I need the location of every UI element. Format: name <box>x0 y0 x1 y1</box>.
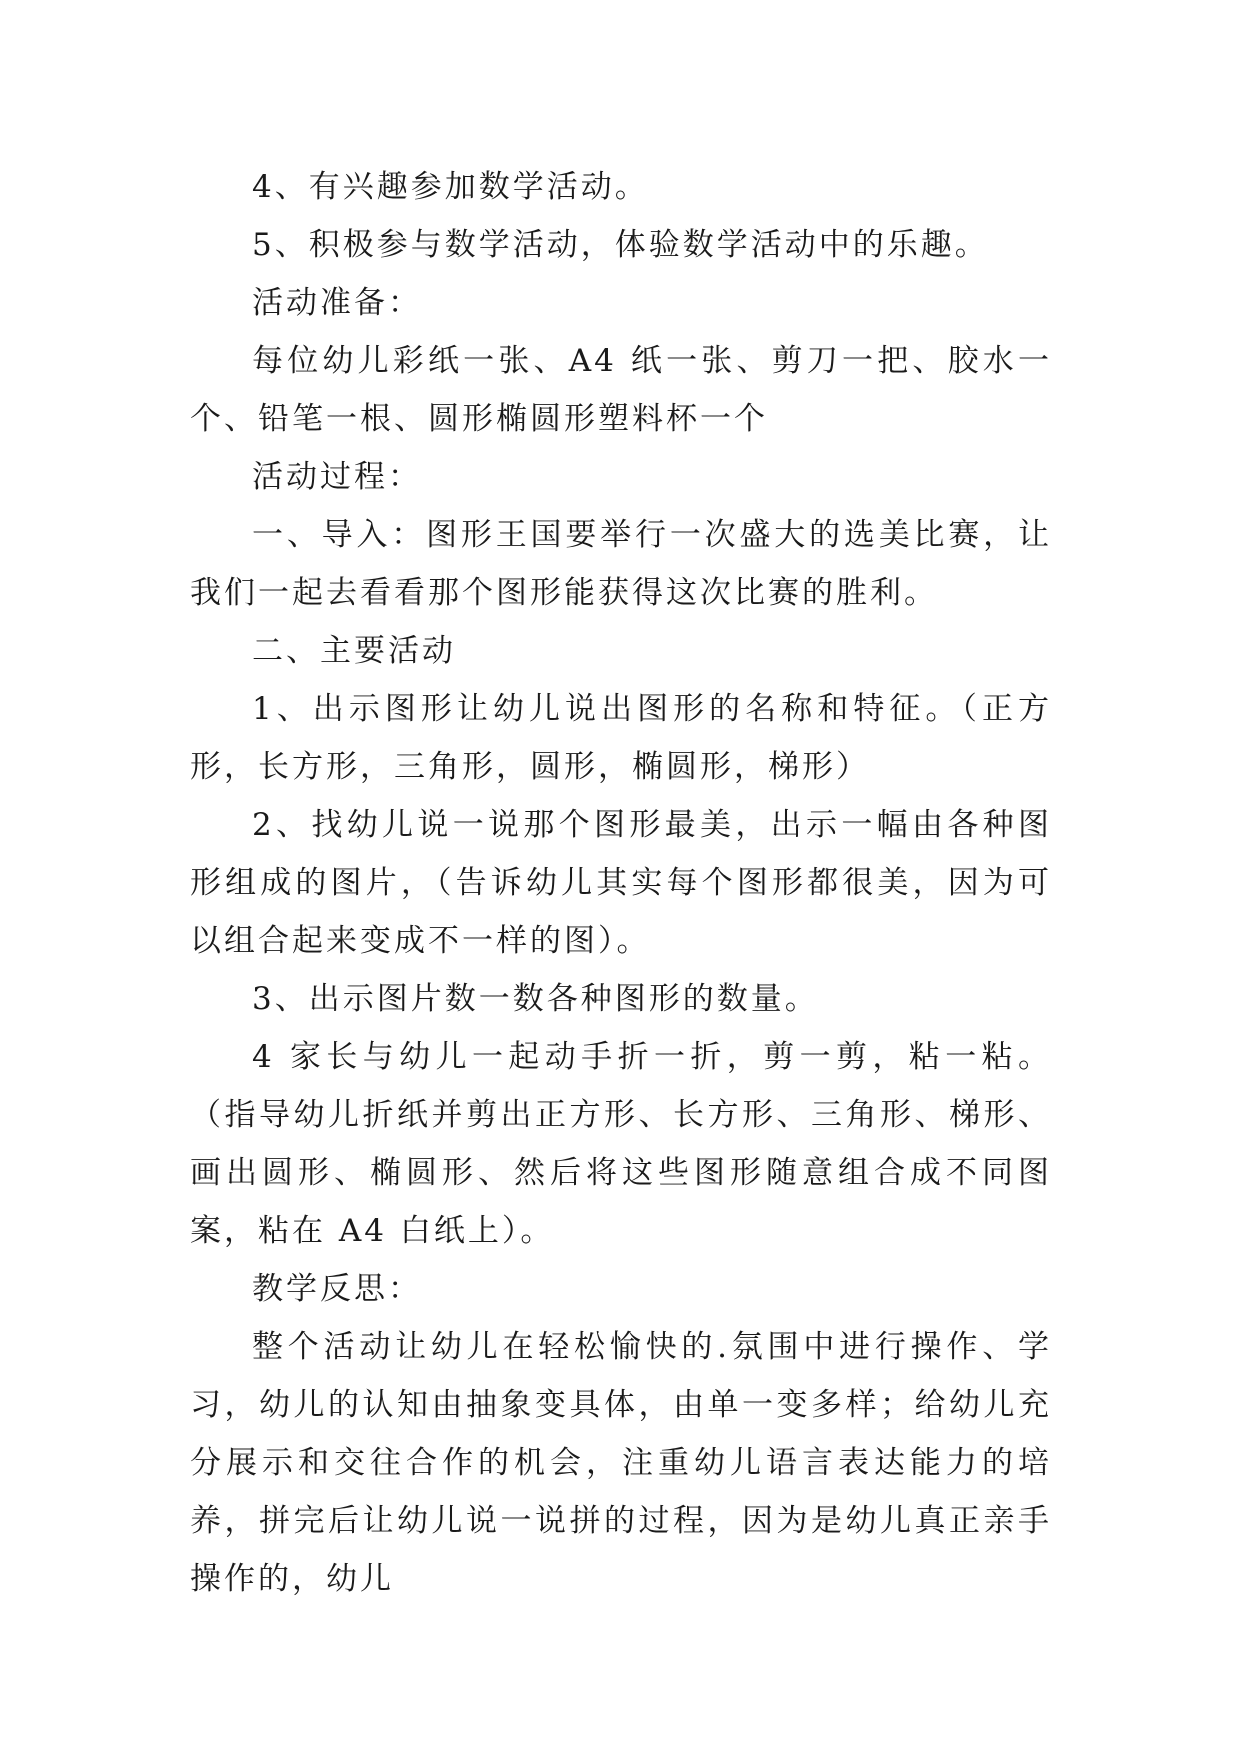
activity-step-4: 4 家长与幼儿一起动手折一折，剪一剪，粘一粘。（指导幼儿折纸并剪出正方形、长方形、三角形、梯形、画出圆形、椭圆形、然后将这些图形随意组合成不同图案，粘在 A4 白纸上）。 <box>190 1039 1052 1249</box>
reflection-text: 整个活动让幼儿在轻松愉快的.氛围中进行操作、学习，幼儿的认知由抽象变具体，由单一变多样；给幼儿充分展示和交往合作的机会，注重幼儿语言表达能力的培养，拼完后让幼儿说一说拼的过程，因为是幼儿真正亲手操作的，幼儿 <box>190 1329 1052 1597</box>
objective-4: 4、有兴趣参加数学活动。 <box>252 169 649 205</box>
step-introduction: 一、导入：图形王国要举行一次盛大的选美比赛，让我们一起去看看那个图形能获得这次比赛的胜利。 <box>190 517 1052 611</box>
preparation-materials: 每位幼儿彩纸一张、A4 纸一张、剪刀一把、胶水一个、铅笔一根、圆形椭圆形塑料杯一个 <box>190 343 1052 437</box>
activity-step-1: 1、出示图形让幼儿说出图形的名称和特征。（正方形，长方形，三角形，圆形，椭圆形，梯形） <box>190 691 1052 785</box>
activity-step-3: 3、出示图片数一数各种图形的数量。 <box>252 981 819 1017</box>
process-heading: 活动过程： <box>252 459 422 495</box>
preparation-heading: 活动准备： <box>252 285 422 321</box>
reflection-heading: 教学反思： <box>252 1271 422 1307</box>
activity-step-2: 2、找幼儿说一说那个图形最美，出示一幅由各种图形组成的图片，（告诉幼儿其实每个图形都很美，因为可以组合起来变成不一样的图）。 <box>190 807 1052 959</box>
objective-5: 5、积极参与数学活动，体验数学活动中的乐趣。 <box>252 227 989 263</box>
document-body <box>190 158 1052 1608</box>
main-activity-heading: 二、主要活动 <box>252 633 456 669</box>
